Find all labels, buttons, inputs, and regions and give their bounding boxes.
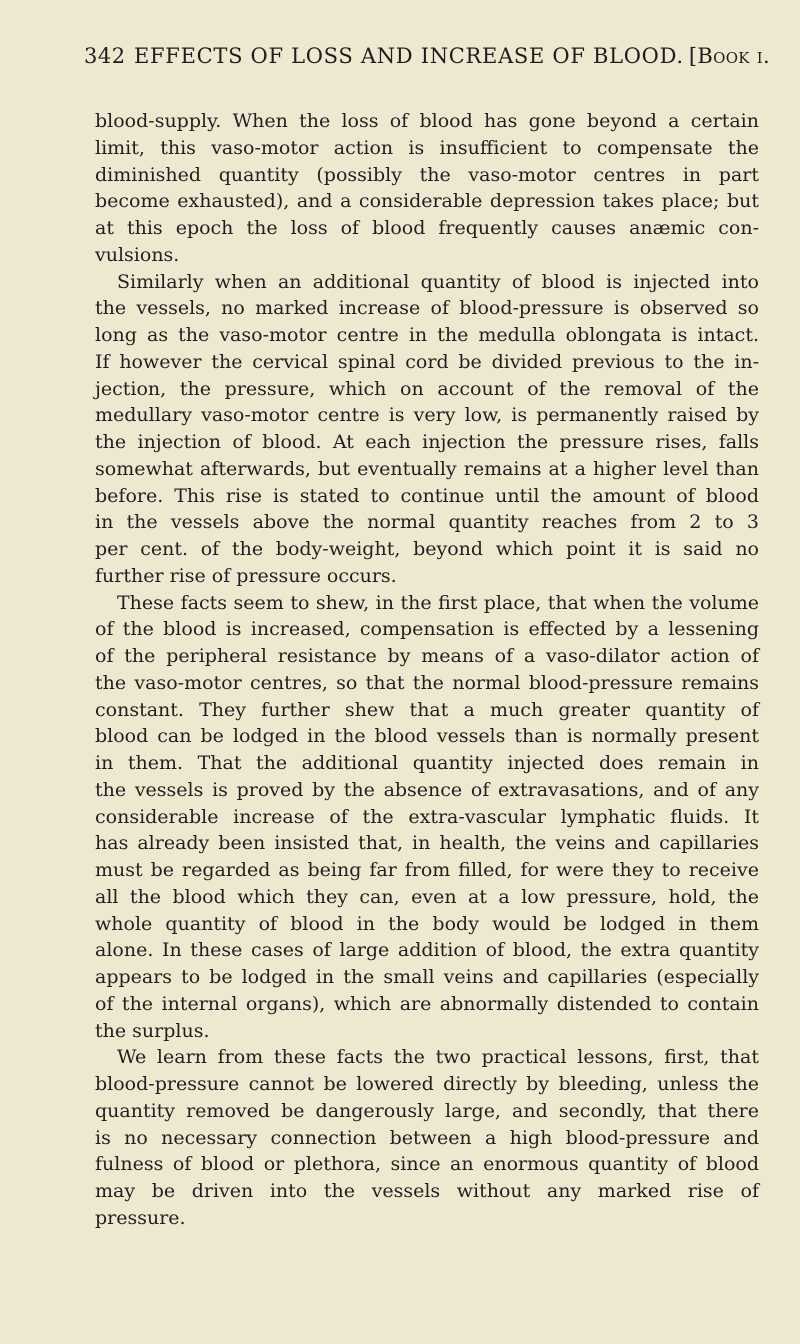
text-line: at this epoch the loss of blood frequently causes anæmic con- — [95, 217, 759, 239]
paragraph — [95, 108, 759, 269]
paragraph — [95, 269, 759, 590]
text-line: Similarly when an additional quantity of blood is injected into — [117, 270, 759, 293]
text-line: all the blood which they can, even at a low pressure, hold, the — [95, 885, 759, 908]
text-line: must be regarded as being far from filled, for were they to receive — [95, 859, 759, 881]
text-line: medullary vaso-motor centre is very low, is permanently raised by — [95, 404, 759, 427]
text-line: somewhat afterwards, but eventually remains at a higher level than — [95, 457, 759, 480]
text-line: These facts seem to shew, in the first place, that when the volume — [117, 591, 759, 614]
text-line: has already been insisted that, in health, the veins and capillaries — [95, 832, 759, 855]
text-line: become exhausted), and a considerable depression takes place; but — [95, 190, 759, 213]
text-line: constant. They further shew that a much greater quantity of — [95, 698, 759, 721]
paragraph — [95, 1044, 759, 1231]
text-line: of the blood is increased, compensation is effected by a lessening — [95, 618, 759, 641]
text-line: of the peripheral resistance by means of a vaso-dilator action of — [95, 645, 759, 667]
text-line: in the vessels above the normal quantity reaches from 2 to 3 — [95, 511, 759, 534]
text-line: of the internal organs), which are abnormally distended to contain — [95, 992, 759, 1015]
text-line: If however the cervical spinal cord be divided previous to the in- — [95, 350, 759, 373]
body-text — [95, 108, 759, 1232]
text-line: We learn from these facts the two practical lessons, first, that — [117, 1046, 759, 1069]
text-line: the surplus. — [95, 1019, 210, 1042]
text-line: fulness of blood or plethora, since an enormous quantity of blood — [95, 1153, 759, 1176]
text-line: diminished quantity (possibly the vaso-motor centres in part — [95, 163, 759, 186]
text-line: alone. In these cases of large addition of blood, the extra quantity — [95, 939, 759, 962]
text-line: limit, this vaso-motor action is insufficient to compensate the — [95, 136, 759, 159]
text-line: the vaso-motor centres, so that the normal blood-pressure remains — [95, 671, 759, 694]
text-line: in them. That the additional quantity injected does remain in — [95, 752, 759, 774]
text-line: may be driven into the vessels without any marked rise of — [95, 1180, 759, 1202]
text-line: blood-pressure cannot be lowered directly by bleeding, unless the — [95, 1073, 759, 1095]
text-line: whole quantity of blood in the body would be lodged in them — [95, 912, 759, 935]
page-number: 342 — [84, 44, 126, 68]
page-header — [84, 44, 770, 84]
running-title: EFFECTS OF LOSS AND INCREASE OF BLOOD. — [134, 44, 684, 68]
text-line: considerable increase of the extra-vascular lymphatic fluids. It — [95, 805, 759, 828]
text-line: the vessels is proved by the absence of extravasations, and of any — [95, 778, 759, 801]
text-line: per cent. of the body-weight, beyond which point it is said no — [95, 538, 759, 560]
text-line: pressure. — [95, 1206, 186, 1229]
text-line: is no necessary connection between a high blood-pressure and — [95, 1126, 759, 1149]
text-line: appears to be lodged in the small veins and capillaries (especially — [95, 966, 759, 988]
text-line: long as the vaso-motor centre in the medulla oblongata is intact. — [95, 324, 759, 346]
text-line: further rise of pressure occurs. — [95, 564, 397, 587]
text-line: quantity removed be dangerously large, and secondly, that there — [95, 1099, 759, 1122]
paragraph — [95, 590, 759, 1045]
text-line: the injection of blood. At each injection the pressure rises, falls — [95, 431, 759, 453]
text-line: blood-supply. When the loss of blood has gone beyond a certain — [95, 110, 759, 132]
text-line: the vessels, no marked increase of blood-pressure is observed so — [95, 297, 759, 320]
book-label: [Book i. — [688, 44, 770, 68]
text-line: jection, the pressure, which on account of the removal of the — [95, 377, 759, 400]
text-line: before. This rise is stated to continue until the amount of blood — [95, 484, 759, 507]
text-line: blood can be lodged in the blood vessels than is normally present — [95, 725, 759, 748]
text-line: vulsions. — [95, 243, 180, 266]
